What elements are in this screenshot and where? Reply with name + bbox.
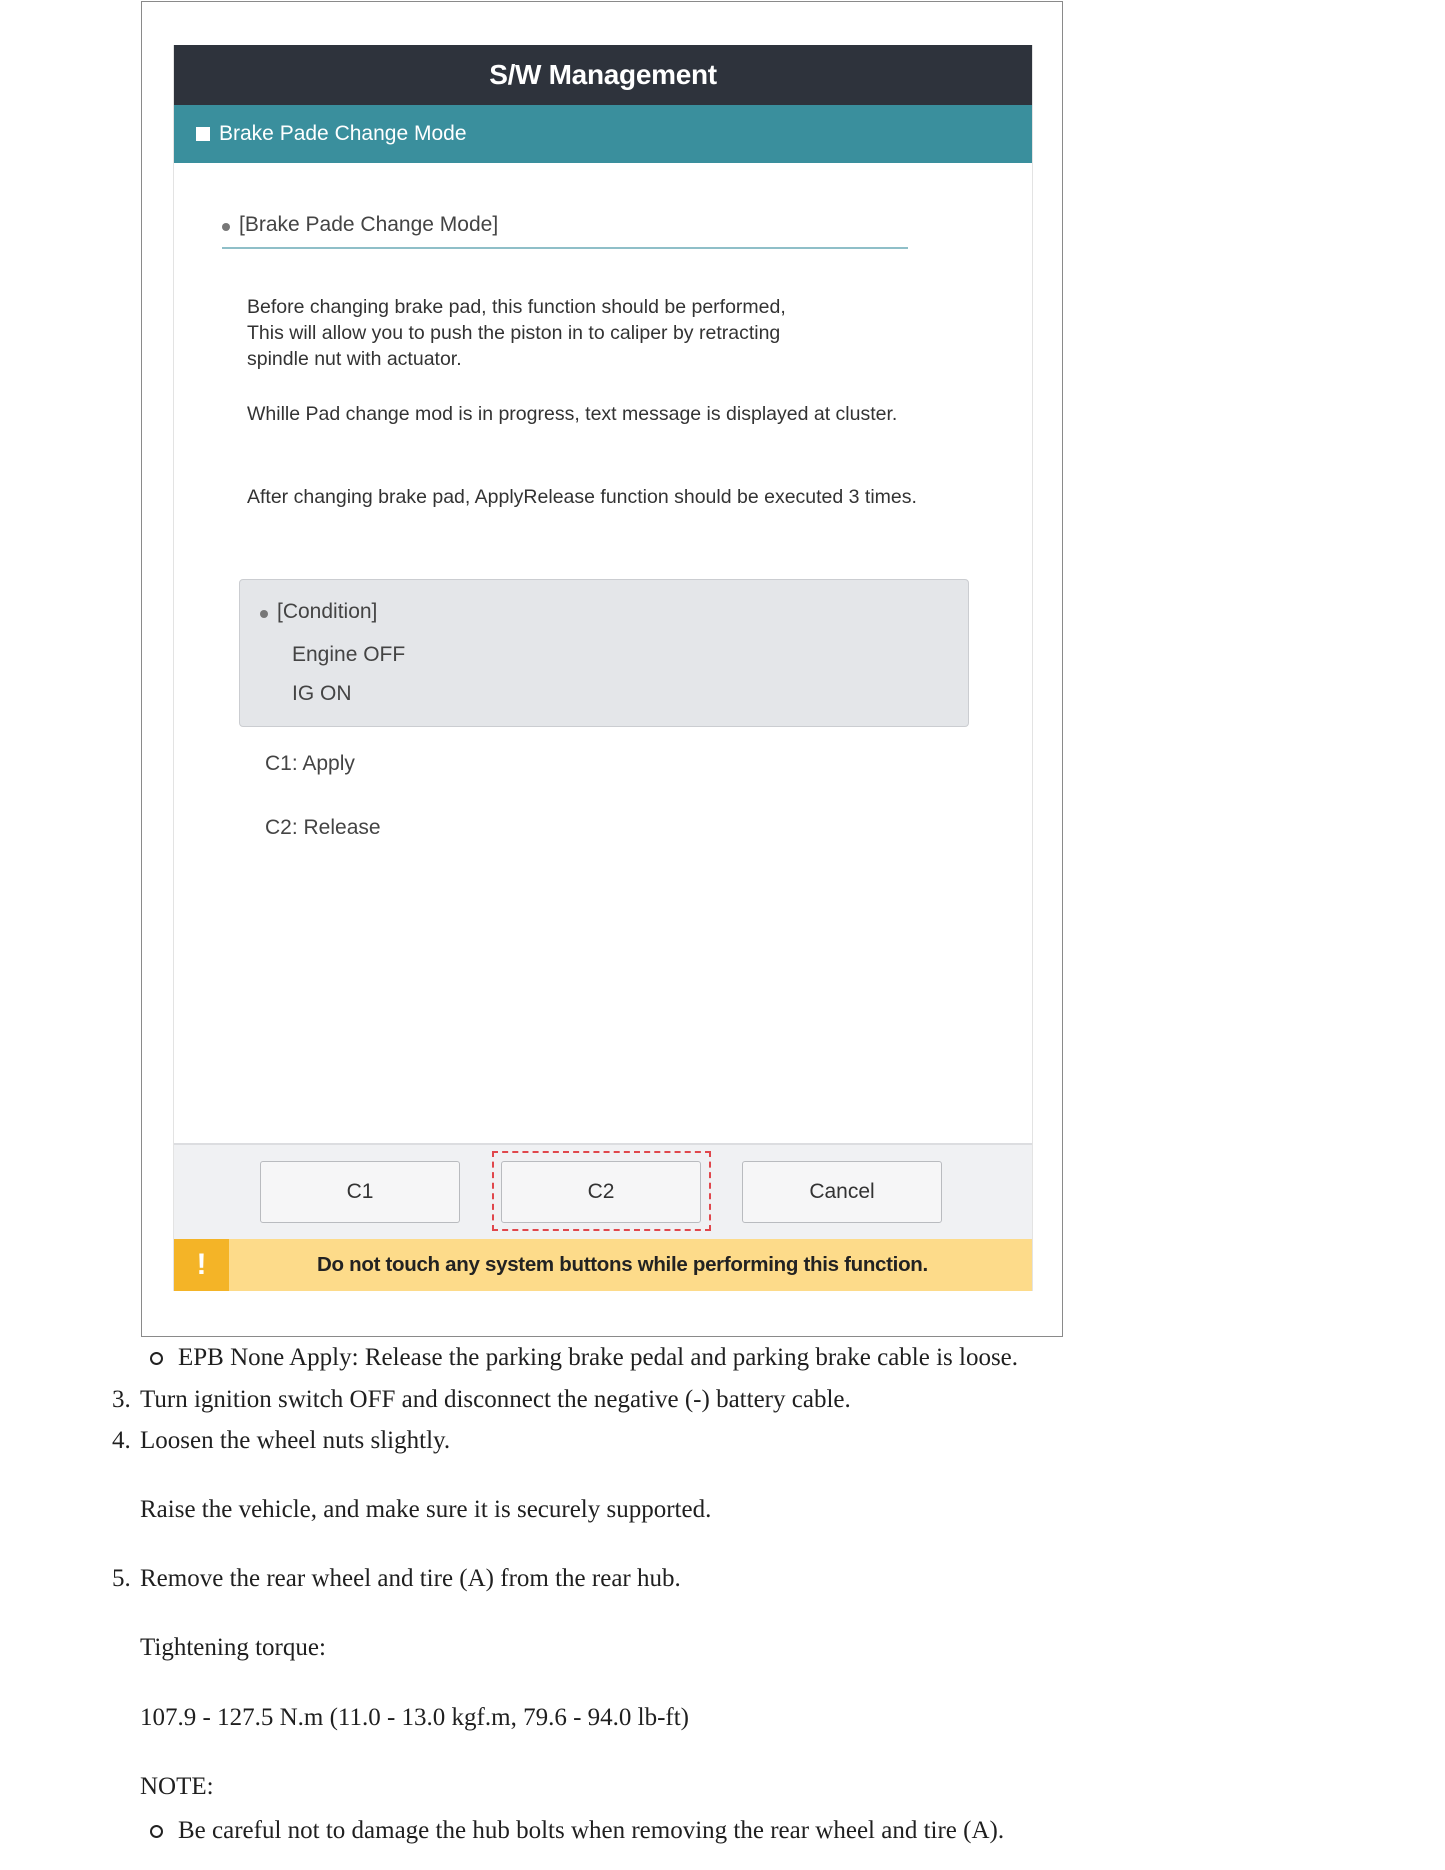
torque-label: Tightening torque:: [140, 1634, 326, 1661]
square-icon: [196, 127, 210, 141]
command-c2-label: C2: Release: [265, 816, 381, 839]
command-c1-label: C1: Apply: [265, 752, 355, 775]
condition-box: [239, 579, 969, 727]
description-line: spindle nut with actuator.: [247, 348, 462, 370]
condition-title-label: [Condition]: [277, 600, 378, 623]
step-number: 3.: [112, 1386, 131, 1413]
warning-text: Do not touch any system buttons while performing this function.: [317, 1253, 928, 1276]
condition-item: IG ON: [292, 682, 352, 705]
warning-bar: [174, 1239, 1032, 1291]
step-3-text: Turn ignition switch OFF and disconnect the negative (-) battery cable.: [140, 1386, 851, 1413]
step-number: 5.: [112, 1565, 131, 1592]
epb-bullet-text: EPB None Apply: Release the parking brake pedal and parking brake cable is loose.: [178, 1344, 1019, 1371]
window-title: S/W Management: [174, 45, 1032, 105]
condition-title: [260, 600, 377, 624]
c2-button[interactable]: C2: [501, 1161, 701, 1223]
note-bullet-text: Be careful not to damage the hub bolts when removing the rear wheel and tire (A).: [178, 1817, 1005, 1844]
sw-management-window: [173, 45, 1033, 1291]
raise-vehicle-text: Raise the vehicle, and make sure it is securely supported.: [140, 1496, 712, 1523]
circle-bullet-icon: [150, 1825, 163, 1838]
circle-bullet-icon: [150, 1352, 163, 1365]
after-note: After changing brake pad, ApplyRelease function should be executed 3 times.: [247, 486, 917, 508]
progress-note: Whille Pad change mod is in progress, text message is displayed at cluster.: [247, 403, 898, 425]
cancel-button[interactable]: Cancel: [742, 1161, 942, 1223]
c1-button[interactable]: C1: [260, 1161, 460, 1223]
bullet-dot-icon: [260, 610, 268, 618]
step-5-text: Remove the rear wheel and tire (A) from the rear hub.: [140, 1565, 681, 1592]
section-title-label: [Brake Pade Change Mode]: [239, 213, 499, 236]
warning-icon: !: [174, 1239, 229, 1291]
section-title: [222, 213, 908, 249]
description: [247, 294, 887, 372]
button-bar: [174, 1143, 1032, 1239]
description-line: This will allow you to push the piston in to caliper by retracting: [247, 322, 781, 344]
description-line: Before changing brake pad, this function should be performed,: [247, 296, 786, 318]
mode-header-label: Brake Pade Change Mode: [219, 122, 467, 145]
torque-value: 107.9 - 127.5 N.m (11.0 - 13.0 kgf.m, 79.6 - 94.0 lb-ft): [140, 1704, 690, 1731]
mode-header: [174, 105, 1032, 163]
step-number: 4.: [112, 1427, 131, 1454]
bullet-dot-icon: [222, 223, 230, 231]
step-4-text: Loosen the wheel nuts slightly.: [140, 1427, 451, 1454]
note-label: NOTE:: [140, 1773, 214, 1800]
screenshot-frame: [141, 1, 1063, 1337]
condition-item: Engine OFF: [292, 643, 406, 666]
